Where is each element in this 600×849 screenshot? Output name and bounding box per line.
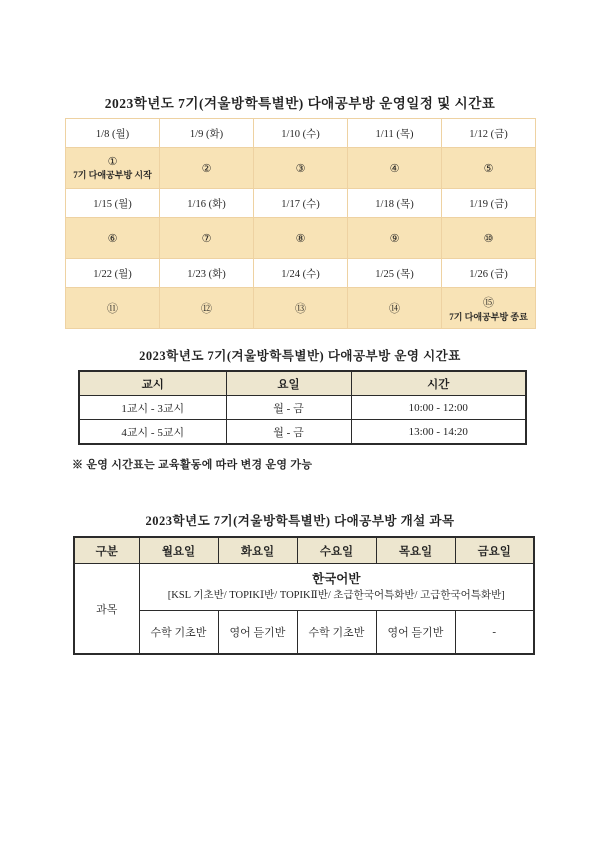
subject-cell: -: [455, 611, 534, 655]
session-number-cell: ⑥: [66, 218, 160, 259]
session-number-cell: ⑭: [348, 288, 442, 329]
timetable-change-note: ※ 운영 시간표는 교육활동에 따라 변경 운영 가능: [72, 459, 313, 471]
session-number-cell: ⑪: [66, 288, 160, 329]
date-cell: 1/19 (금): [442, 189, 536, 218]
session-number: ⑮: [483, 296, 494, 309]
session-number-cell: ⑧: [254, 218, 348, 259]
column-header: 수요일: [297, 537, 376, 564]
subjects-title: 2023학년도 7기(겨울방학특별반) 다애공부방 개설 과목: [145, 514, 455, 528]
subject-cell: 수학 기초반: [139, 611, 218, 655]
date-cell: 1/22 (월): [66, 259, 160, 288]
session-number-cell: ⑤: [442, 148, 536, 189]
session-number-cell: ⑦: [160, 218, 254, 259]
date-cell: 1/11 (목): [348, 119, 442, 148]
table-row: [74, 611, 534, 655]
session-number-cell: ⑨: [348, 218, 442, 259]
session-end-note: 7기 다애공부방 종료: [449, 311, 528, 322]
day-cell: 월 - 금: [226, 420, 351, 445]
table-row: [79, 396, 526, 420]
date-cell: 1/18 (목): [348, 189, 442, 218]
session-number-cell: ⑬: [254, 288, 348, 329]
table-row: [66, 218, 536, 259]
subject-cell: 영어 듣기반: [218, 611, 297, 655]
session-number-cell: ②: [160, 148, 254, 189]
table-row: [79, 420, 526, 445]
date-cell: 1/24 (수): [254, 259, 348, 288]
period-cell: 4교시 - 5교시: [79, 420, 226, 445]
subjects-row-label: 과목: [74, 564, 139, 655]
korean-class-cell: [139, 564, 534, 611]
korean-class-name: 한국어반: [312, 572, 361, 586]
table-row: [66, 259, 536, 288]
timetable-title: 2023학년도 7기(겨울방학특별반) 다애공부방 운영 시간표: [139, 349, 461, 363]
date-cell: 1/25 (목): [348, 259, 442, 288]
day-cell: 월 - 금: [226, 396, 351, 420]
column-header: 금요일: [455, 537, 534, 564]
column-header: 구분: [74, 537, 139, 564]
schedule-title: 2023학년도 7기(겨울방학특별반) 다애공부방 운영일정 및 시간표: [104, 96, 496, 111]
date-cell: 1/12 (금): [442, 119, 536, 148]
table-row: [66, 119, 536, 148]
column-header: 월요일: [139, 537, 218, 564]
table-row: [66, 288, 536, 329]
korean-class-detail: [KSL 기초반/ TOPIKⅠ반/ TOPIKⅡ반/ 초급한국어특화반/ 고급한국어특화반]: [167, 590, 505, 601]
date-cell: 1/10 (수): [254, 119, 348, 148]
column-header: 시간: [351, 371, 526, 396]
column-header: 교시: [79, 371, 226, 396]
subject-cell: 수학 기초반: [297, 611, 376, 655]
date-cell: 1/26 (금): [442, 259, 536, 288]
calendar-table: [65, 118, 536, 329]
session-number-cell: ⑩: [442, 218, 536, 259]
timetable: [78, 370, 527, 445]
session-start-note: 7기 다애공부방 시작: [73, 170, 152, 180]
table-row: [74, 564, 534, 611]
column-header: 목요일: [376, 537, 455, 564]
column-header: 화요일: [218, 537, 297, 564]
date-cell: 1/8 (월): [66, 119, 160, 148]
subject-cell: 영어 듣기반: [376, 611, 455, 655]
time-cell: 10:00 - 12:00: [351, 396, 526, 420]
date-cell: 1/9 (화): [160, 119, 254, 148]
session-number-cell: ⑫: [160, 288, 254, 329]
session-number-cell: ③: [254, 148, 348, 189]
date-cell: 1/16 (화): [160, 189, 254, 218]
time-cell: 13:00 - 14:20: [351, 420, 526, 445]
table-row: [79, 371, 526, 396]
table-row: [66, 189, 536, 218]
session-number-cell: [442, 288, 536, 329]
date-cell: 1/17 (수): [254, 189, 348, 218]
session-number-cell: ④: [348, 148, 442, 189]
column-header: 요일: [226, 371, 351, 396]
session-number: ①: [107, 156, 118, 168]
date-cell: 1/23 (화): [160, 259, 254, 288]
date-cell: 1/15 (월): [66, 189, 160, 218]
period-cell: 1교시 - 3교시: [79, 396, 226, 420]
session-number-cell: [66, 148, 160, 189]
subjects-table: [73, 536, 535, 655]
table-row: [74, 537, 534, 564]
table-row: [66, 148, 536, 189]
